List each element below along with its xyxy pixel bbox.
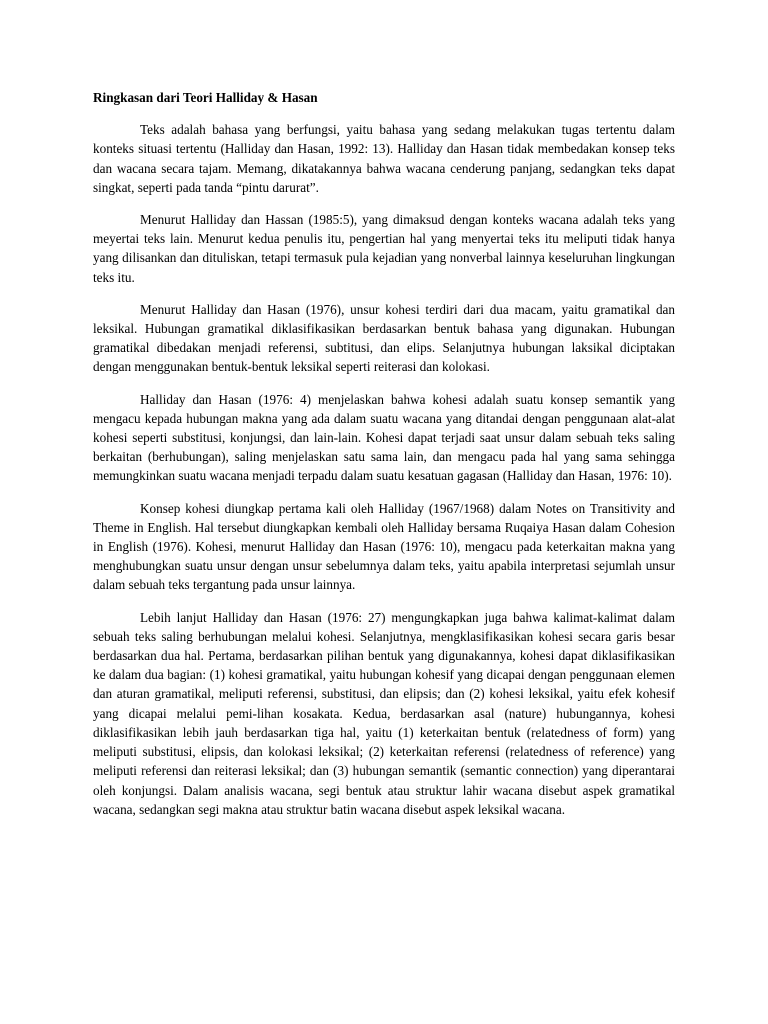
document-page	[93, 88, 675, 832]
document-title: Ringkasan dari Teori Halliday & Hasan	[93, 90, 318, 105]
paragraph-3: Menurut Halliday dan Hasan (1976), unsur kohesi terdiri dari dua macam, yaitu gramatikal dan leksikal. Hubungan gramatikal diklasifikasikan berdasarkan bentuk bahasa yang digunakan. Hubungan gramatikal dibedakan menjadi referensi, subtitusi, dan elips. Selanjutnya hubungan laksikal diciptakan dengan menggunakan bentuk-bentuk leksikal seperti reiterasi dan kolokasi.	[93, 301, 675, 375]
paragraph-4: Halliday dan Hasan (1976: 4) menjelaskan bahwa kohesi adalah suatu konsep semantik yang mengacu kepada hubungan makna yang ada dalam suatu wacana yang ditandai dengan penggunaan alat-alat kohesi seperti substitusi, konjungsi, dan lain-lain. Kohesi dapat terjadi saat unsur dalam sebuah teks saling berkaitan (berhubungan), saling menjelaskan satu sama lain, dan mengacu pada hal yang sama sehingga memungkinkan suatu wacana menjadi terpadu dalam suatu kesatuan gagasan (Halliday dan Hasan, 1976: 10).	[93, 391, 675, 484]
paragraph-6: Lebih lanjut Halliday dan Hasan (1976: 27) mengungkapkan juga bahwa kalimat-kalimat dalam sebuah teks saling berhubungan melalui kohesi. Selanjutnya, mengklasifikasikan kohesi secara garis besar berdasarkan dua hal. Pertama, berdasarkan pilihan bentuk yang digunakannya, kohesi dapat diklasifikasikan ke dalam dua bagian: (1) kohesi gramatikal, yaitu hubungan kohesif yang dicapai dengan penggunaan elemen dan aturan gramatikal, meliputi referensi, substitusi, dan elipsis; dan (2) kohesi leksikal, yaitu efek kohesif yang dicapai melalui pemi-lihan kosakata. Kedua, berdasarkan asal (nature) hubungannya, kohesi diklasifikasikan lebih jauh berdasarkan tiga hal, yaitu (1) keterkaitan bentuk (relatedness of form) yang meliputi substitusi, elipsis, dan kolokasi leksikal; (2) keterkaitan referensi (relatedness of reference) yang meliputi referensi dan reiterasi leksikal; dan (3) hubungan semantik (semantic connection) yang diperantarai oleh konjungsi. Dalam analisis wacana, segi bentuk atau struktur lahir wacana disebut aspek gramatikal wacana, sedangkan segi makna atau struktur batin wacana disebut aspek leksikal wacana.	[93, 609, 675, 817]
paragraph-2: Menurut Halliday dan Hassan (1985:5), yang dimaksud dengan konteks wacana adalah teks yang meyertai teks lain. Menurut kedua penulis itu, pengertian hal yang menyertai teks itu meliputi tidak hanya yang dilisankan dan dituliskan, tetapi termasuk pula kejadian yang nonverbal lainnya keseluruhan lingkungan teks itu.	[93, 212, 675, 285]
paragraph-1: Teks adalah bahasa yang berfungsi, yaitu bahasa yang sedang melakukan tugas tertentu dalam konteks situasi tertentu (Halliday dan Hasan, 1992: 13). Halliday dan Hasan tidak membedakan konsep teks dan wacana secara tajam. Memang, dikatakannya bahwa wacana cenderung panjang, sedangkan teks dapat singkat, seperti pada tanda “pintu darurat”.	[93, 122, 675, 195]
paragraph-5: Konsep kohesi diungkap pertama kali oleh Halliday (1967/1968) dalam Notes on Transitivity and Theme in English. Hal tersebut diungkapkan kembali oleh Halliday bersama Ruqaiya Hasan dalam Cohesion in English (1976). Kohesi, menurut Halliday dan Hasan (1976: 10), mengacu pada keterkaitan makna yang menghubungkan suatu unsur dengan unsur sebelumnya dalam teks, yaitu apabila interpretasi sejumlah unsur dalam sebuah teks tergantung pada unsur lainnya.	[93, 500, 675, 593]
